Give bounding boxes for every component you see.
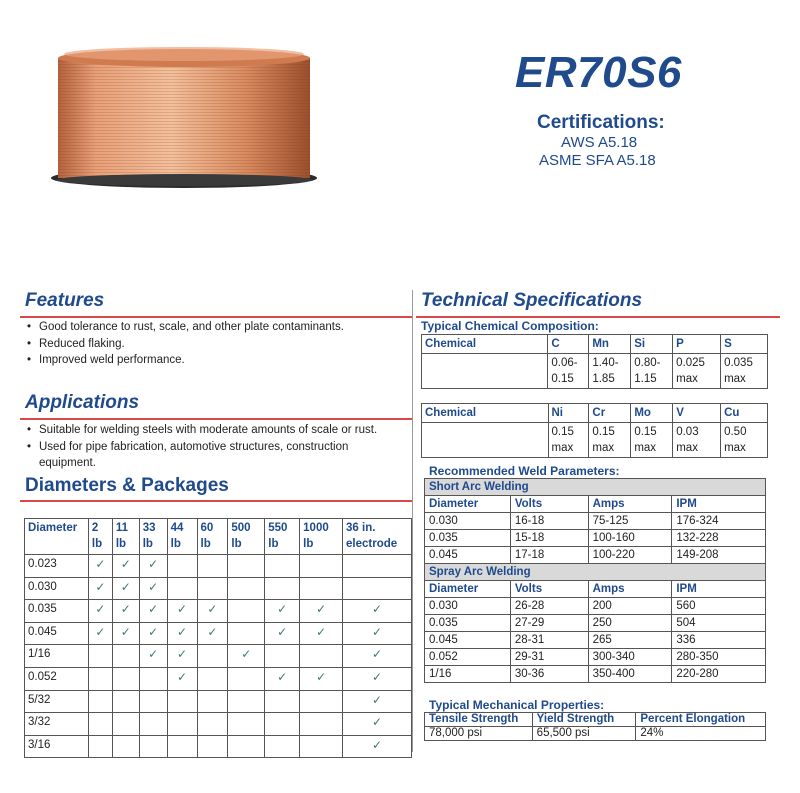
chemical-column-header: P <box>673 335 721 354</box>
chemical-column-header: Chemical <box>422 404 549 423</box>
check-icon: ✓ <box>343 690 412 713</box>
chemical-column-header: Mo <box>631 404 673 423</box>
chemical-column-header: Cu <box>721 404 768 423</box>
spray-arc-column-header: Amps <box>588 581 672 598</box>
spray-arc-row <box>425 649 766 666</box>
spray-arc-row <box>425 598 766 615</box>
empty-cell <box>88 735 112 758</box>
certification-asme: ASME SFA A5.18 <box>539 152 656 169</box>
empty-cell <box>112 667 139 690</box>
spray-arc-cell: 350-400 <box>588 666 672 683</box>
spray-arc-cell: 0.035 <box>425 615 511 632</box>
chemical-value-cell: 0.15 max <box>631 423 673 458</box>
empty-cell <box>300 735 343 758</box>
check-icon: ✓ <box>112 577 139 600</box>
spray-arc-cell: 300-340 <box>588 649 672 666</box>
empty-cell <box>112 735 139 758</box>
short-arc-cell: 16-18 <box>510 513 588 530</box>
chemical-value-cell: 0.15 max <box>548 423 589 458</box>
weld-parameters-table <box>424 478 766 683</box>
empty-cell <box>167 555 197 578</box>
empty-cell <box>139 667 167 690</box>
certification-aws: AWS A5.18 <box>561 134 638 151</box>
short-arc-cell: 15-18 <box>510 530 588 547</box>
empty-cell <box>139 690 167 713</box>
short-arc-cell: 17-18 <box>510 547 588 564</box>
chemical-column-header: S <box>721 335 768 354</box>
short-arc-cell: 132-228 <box>672 530 766 547</box>
check-icon: ✓ <box>88 577 112 600</box>
spray-arc-cell: 220-280 <box>672 666 766 683</box>
check-icon: ✓ <box>167 667 197 690</box>
packages-heading: Diameters & Packages <box>25 475 229 496</box>
empty-cell <box>228 713 265 736</box>
spray-arc-column-header: Diameter <box>425 581 511 598</box>
spray-arc-row <box>425 615 766 632</box>
short-arc-column-header: IPM <box>672 496 766 513</box>
short-arc-header-row <box>425 496 766 513</box>
empty-cell <box>300 645 343 668</box>
check-icon: ✓ <box>343 667 412 690</box>
chemical-table-1 <box>421 334 768 389</box>
check-icon: ✓ <box>139 622 167 645</box>
empty-cell <box>228 555 265 578</box>
check-icon: ✓ <box>343 713 412 736</box>
spray-arc-cell: 0.030 <box>425 598 511 615</box>
spray-arc-cell: 200 <box>588 598 672 615</box>
check-icon: ✓ <box>343 600 412 623</box>
packages-column-header: 1000 lb <box>300 519 343 555</box>
check-icon: ✓ <box>139 645 167 668</box>
short-arc-section-row <box>425 479 766 496</box>
spray-arc-cell: 1/16 <box>425 666 511 683</box>
packages-table <box>24 518 412 758</box>
spray-arc-cell: 265 <box>588 632 672 649</box>
packages-row <box>25 600 412 623</box>
mech-values-row <box>425 727 766 741</box>
mech-column-header: Tensile Strength <box>425 713 533 727</box>
check-icon: ✓ <box>197 600 228 623</box>
empty-cell <box>88 713 112 736</box>
short-arc-cell: 0.030 <box>425 513 511 530</box>
packages-column-header: 11 lb <box>112 519 139 555</box>
chemical-column-header: V <box>673 404 721 423</box>
check-icon: ✓ <box>139 577 167 600</box>
spray-arc-cell: 280-350 <box>672 649 766 666</box>
short-arc-row <box>425 513 766 530</box>
application-item: • Suitable for welding steels with moderate amounts of scale or rust. <box>24 422 394 439</box>
empty-cell <box>228 690 265 713</box>
short-arc-column-header: Amps <box>588 496 672 513</box>
short-arc-row <box>425 530 766 547</box>
packages-row <box>25 622 412 645</box>
chemical-value-cell: 0.50 max <box>721 423 768 458</box>
packages-column-header: 60 lb <box>197 519 228 555</box>
empty-cell <box>265 713 300 736</box>
check-icon: ✓ <box>228 645 265 668</box>
chemical-value-cell: 0.06-0.15 <box>548 354 589 389</box>
chemical-column-header: C <box>548 335 589 354</box>
chemical-column-header: Cr <box>589 404 631 423</box>
short-arc-row <box>425 547 766 564</box>
spray-arc-cell: 336 <box>672 632 766 649</box>
check-icon: ✓ <box>265 622 300 645</box>
short-arc-cell: 100-160 <box>588 530 672 547</box>
short-arc-cell: 100-220 <box>588 547 672 564</box>
spray-arc-header-row <box>425 581 766 598</box>
spray-arc-cell: 26-28 <box>510 598 588 615</box>
packages-column-header: 44 lb <box>167 519 197 555</box>
check-icon: ✓ <box>112 555 139 578</box>
check-icon: ✓ <box>88 600 112 623</box>
empty-cell <box>197 713 228 736</box>
applications-list <box>24 422 394 472</box>
features-heading: Features <box>25 290 105 311</box>
empty-cell <box>112 690 139 713</box>
diameter-cell: 3/32 <box>25 713 89 736</box>
check-icon: ✓ <box>167 600 197 623</box>
chemical-column-header: Ni <box>548 404 589 423</box>
check-icon: ✓ <box>167 622 197 645</box>
features-rule <box>20 316 413 318</box>
diameter-cell: 0.052 <box>25 667 89 690</box>
empty-cell <box>228 735 265 758</box>
empty-cell <box>167 577 197 600</box>
spray-arc-section-row <box>425 564 766 581</box>
spray-arc-row <box>425 666 766 683</box>
chemical-table-2 <box>421 403 768 458</box>
empty-cell <box>343 555 412 578</box>
wire-spool-image <box>50 40 318 190</box>
spray-arc-cell: 250 <box>588 615 672 632</box>
spray-arc-column-header: IPM <box>672 581 766 598</box>
packages-header-row <box>25 519 412 555</box>
chemical-header-row <box>422 335 768 354</box>
weld-parameters-heading: Recommended Weld Parameters: <box>429 464 620 478</box>
feature-item: • Reduced flaking. <box>24 336 409 353</box>
applications-heading: Applications <box>25 392 140 413</box>
empty-cell <box>228 667 265 690</box>
tech-specs-rule <box>416 316 780 318</box>
empty-cell <box>197 645 228 668</box>
short-arc-cell: 0.035 <box>425 530 511 547</box>
check-icon: ✓ <box>343 735 412 758</box>
diameter-cell: 0.035 <box>25 600 89 623</box>
empty-cell <box>167 713 197 736</box>
spray-arc-cell: 504 <box>672 615 766 632</box>
chemical-column-header: Si <box>631 335 673 354</box>
diameter-cell: 1/16 <box>25 645 89 668</box>
mech-value-cell: 78,000 psi <box>425 727 533 741</box>
short-arc-column-header: Volts <box>510 496 588 513</box>
spray-arc-cell: 28-31 <box>510 632 588 649</box>
packages-row <box>25 690 412 713</box>
mechanical-properties-table <box>424 712 766 741</box>
packages-row <box>25 645 412 668</box>
packages-column-header: Diameter <box>25 519 89 555</box>
feature-item: • Good tolerance to rust, scale, and other plate contaminants. <box>24 319 409 336</box>
chemical-header-row <box>422 404 768 423</box>
empty-cell <box>228 622 265 645</box>
product-title: ER70S6 <box>515 48 682 97</box>
empty-cell <box>139 713 167 736</box>
empty-cell <box>197 555 228 578</box>
packages-row <box>25 577 412 600</box>
chemical-column-header: Mn <box>589 335 631 354</box>
spray-arc-column-header: Volts <box>510 581 588 598</box>
chemical-value-cell <box>422 423 549 458</box>
spray-arc-title: Spray Arc Welding <box>425 564 766 581</box>
mech-header-row <box>425 713 766 727</box>
short-arc-cell: 0.045 <box>425 547 511 564</box>
chemical-value-cell: 0.025 max <box>673 354 721 389</box>
column-divider <box>412 290 413 752</box>
short-arc-column-header: Diameter <box>425 496 511 513</box>
empty-cell <box>265 645 300 668</box>
packages-row <box>25 555 412 578</box>
empty-cell <box>167 735 197 758</box>
packages-column-header: 36 in. electrode <box>343 519 412 555</box>
chemical-value-cell: 1.40-1.85 <box>589 354 631 389</box>
mechanical-properties-heading: Typical Mechanical Properties: <box>429 698 605 712</box>
empty-cell <box>197 690 228 713</box>
packages-column-header: 2 lb <box>88 519 112 555</box>
empty-cell <box>265 690 300 713</box>
spray-arc-cell: 560 <box>672 598 766 615</box>
short-arc-cell: 75-125 <box>588 513 672 530</box>
empty-cell <box>300 577 343 600</box>
empty-cell <box>265 555 300 578</box>
check-icon: ✓ <box>139 600 167 623</box>
empty-cell <box>88 667 112 690</box>
check-icon: ✓ <box>112 600 139 623</box>
tech-specs-heading: Technical Specifications <box>421 290 643 311</box>
empty-cell <box>88 690 112 713</box>
check-icon: ✓ <box>265 667 300 690</box>
empty-cell <box>228 600 265 623</box>
packages-row <box>25 713 412 736</box>
short-arc-cell: 149-208 <box>672 547 766 564</box>
packages-rule <box>20 500 413 502</box>
check-icon: ✓ <box>265 600 300 623</box>
spray-arc-row <box>425 632 766 649</box>
empty-cell <box>167 690 197 713</box>
diameter-cell: 0.030 <box>25 577 89 600</box>
empty-cell <box>139 735 167 758</box>
chemical-values-row <box>422 354 768 389</box>
packages-row <box>25 667 412 690</box>
check-icon: ✓ <box>197 622 228 645</box>
packages-column-header: 33 lb <box>139 519 167 555</box>
empty-cell <box>265 735 300 758</box>
empty-cell <box>112 645 139 668</box>
empty-cell <box>300 713 343 736</box>
spray-arc-cell: 27-29 <box>510 615 588 632</box>
mech-value-cell: 65,500 psi <box>532 727 636 741</box>
diameter-cell: 3/16 <box>25 735 89 758</box>
check-icon: ✓ <box>88 555 112 578</box>
empty-cell <box>343 577 412 600</box>
mech-column-header: Yield Strength <box>532 713 636 727</box>
chemical-composition-heading: Typical Chemical Composition: <box>421 319 599 333</box>
check-icon: ✓ <box>343 622 412 645</box>
diameter-cell: 0.045 <box>25 622 89 645</box>
empty-cell <box>197 577 228 600</box>
feature-item: • Improved weld performance. <box>24 352 409 369</box>
diameter-cell: 5/32 <box>25 690 89 713</box>
empty-cell <box>300 690 343 713</box>
check-icon: ✓ <box>343 645 412 668</box>
features-list <box>24 319 409 369</box>
check-icon: ✓ <box>167 645 197 668</box>
check-icon: ✓ <box>88 622 112 645</box>
empty-cell <box>197 735 228 758</box>
chemical-value-cell: 0.80-1.15 <box>631 354 673 389</box>
applications-rule <box>20 418 413 420</box>
chemical-values-row <box>422 423 768 458</box>
empty-cell <box>228 577 265 600</box>
application-item: • Used for pipe fabrication, automotive structures, construction equipment. <box>24 439 394 472</box>
diameter-cell: 0.023 <box>25 555 89 578</box>
check-icon: ✓ <box>300 622 343 645</box>
empty-cell <box>197 667 228 690</box>
empty-cell <box>265 577 300 600</box>
empty-cell <box>88 645 112 668</box>
packages-column-header: 550 lb <box>265 519 300 555</box>
spray-arc-cell: 30-36 <box>510 666 588 683</box>
empty-cell <box>300 555 343 578</box>
spray-arc-cell: 29-31 <box>510 649 588 666</box>
check-icon: ✓ <box>112 622 139 645</box>
spray-arc-cell: 0.052 <box>425 649 511 666</box>
chemical-value-cell: 0.035 max <box>721 354 768 389</box>
mech-column-header: Percent Elongation <box>636 713 766 727</box>
empty-cell <box>112 713 139 736</box>
check-icon: ✓ <box>139 555 167 578</box>
chemical-value-cell <box>422 354 548 389</box>
chemical-value-cell: 0.03 max <box>673 423 721 458</box>
mech-value-cell: 24% <box>636 727 766 741</box>
check-icon: ✓ <box>300 667 343 690</box>
certifications-heading: Certifications: <box>537 112 665 133</box>
packages-row <box>25 735 412 758</box>
chemical-value-cell: 0.15 max <box>589 423 631 458</box>
packages-column-header: 500 lb <box>228 519 265 555</box>
check-icon: ✓ <box>300 600 343 623</box>
spray-arc-cell: 0.045 <box>425 632 511 649</box>
short-arc-cell: 176-324 <box>672 513 766 530</box>
short-arc-title: Short Arc Welding <box>425 479 766 496</box>
chemical-column-header: Chemical <box>422 335 548 354</box>
